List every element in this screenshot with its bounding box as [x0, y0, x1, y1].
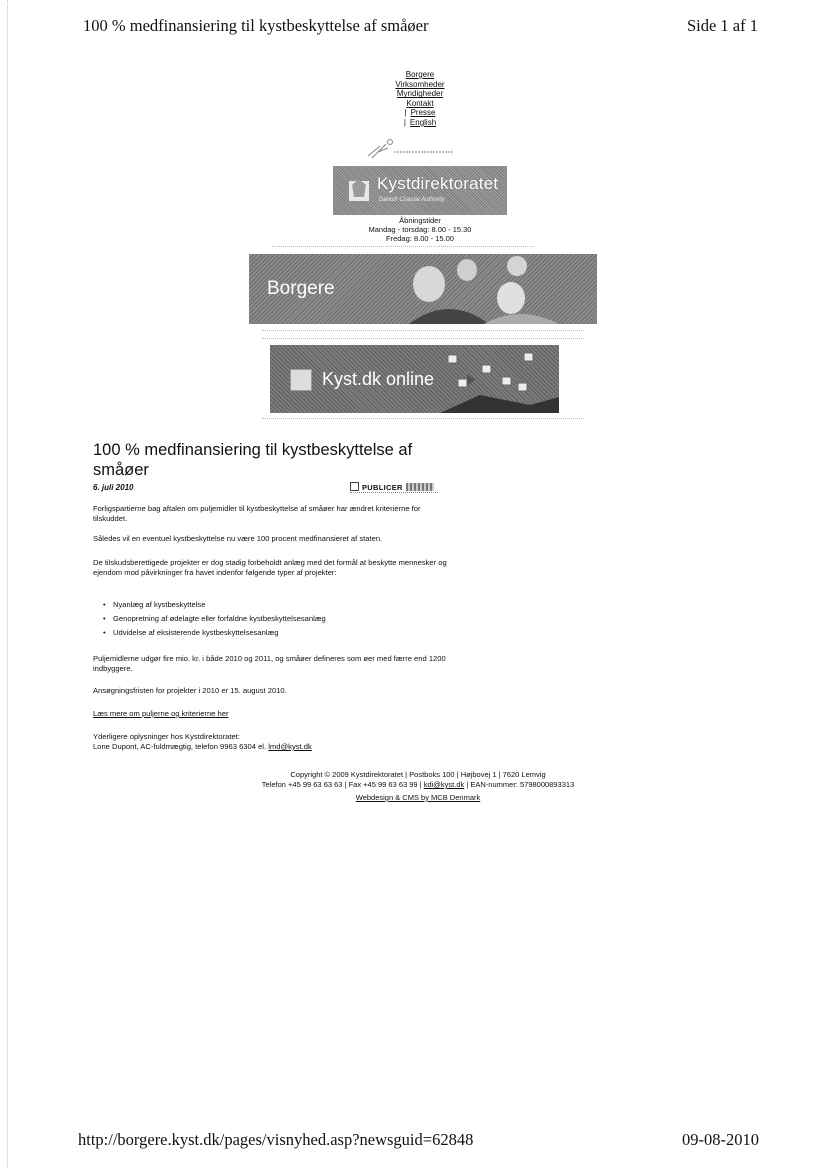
contact-paragraph: [93, 732, 312, 752]
logo-subtitle: Danish Coastal Authority: [379, 197, 445, 203]
divider: [350, 492, 438, 493]
kyst-online-banner[interactable]: [270, 345, 559, 413]
arrow-right-icon: [290, 369, 312, 391]
print-header: [0, 14, 825, 40]
paragraph: Ansøgningsfristen for projekter i 2010 er 15. august 2010.: [93, 686, 287, 695]
paragraph: Puljemidlerne udgør fire mio. kr. i både 2010 og 2011, og småøer defineres som øer med færre end 1200 indbyggere.: [93, 654, 446, 673]
site-footer: [230, 770, 606, 803]
paragraph: De tilskudsberettigede projekter er dog stadig forbeholdt anlæg med det formål at beskytte mennesker og ejendom mod påvirkninger fra havet indenfor følgende typer af projekter:: [93, 558, 447, 577]
article-title: 100 % medfinansiering til kystbeskyttelse af småøer: [93, 441, 413, 479]
contact-text: Lone Dupont, AC-fuldmægtig, telefon 9963 6304 el.: [93, 742, 267, 751]
more-info-paragraph: [93, 709, 228, 719]
nav-separator: |: [404, 108, 407, 118]
contact-email-link[interactable]: lmd@kyst.dk: [268, 742, 312, 751]
read-more-link[interactable]: Læs mere om puljerne og kriterierne her: [93, 709, 229, 718]
crown-logo-icon: [347, 175, 371, 203]
print-header-title: 100 % medfinansiering til kystbeskyttelse af småøer: [83, 16, 429, 35]
logo-name: Kystdirektoratet: [377, 174, 499, 193]
list-item: • Nyanlæg af kystbeskyttelse: [105, 600, 326, 610]
footer-phone-fax: Telefon +45 99 63 63 63 | Fax +45 99 63 63 99 |: [261, 780, 422, 789]
divider: [272, 246, 534, 247]
nav-link-virksomheder[interactable]: Virksomheder: [395, 79, 445, 89]
print-page-number: Side 1 af 1: [686, 16, 758, 35]
webdesign-link[interactable]: Webdesign & CMS by MCB Denmark: [355, 793, 481, 802]
kystdirektoratet-logo[interactable]: [333, 166, 507, 215]
nav-link-myndigheder[interactable]: Myndigheder: [396, 89, 444, 99]
print-footer-date: 09-08-2010: [682, 1130, 759, 1149]
list-item: • Udvidelse af eksisterende kystbeskyttelsesanlæg: [105, 628, 326, 638]
project-type-list: [93, 600, 326, 643]
borgere-banner-label: Borgere: [267, 278, 335, 299]
page-edge: [7, 0, 9, 1168]
nav-link-english[interactable]: English: [409, 117, 437, 127]
divider: [262, 338, 584, 339]
print-footer-url: http://borgere.kyst.dk/pages/visnyhed.asp?newsguid=62848: [78, 1130, 474, 1149]
footer-contact-line: [230, 780, 606, 790]
nav-link-kontakt[interactable]: Kontakt: [406, 98, 434, 108]
footer-ean: | EAN-nummer: 5798000893313: [466, 780, 575, 789]
top-navigation: [330, 70, 510, 128]
opening-hours-weekdays: Mandag - torsdag: 8.00 - 15.30: [368, 225, 472, 234]
paragraph: Forligspartierne bag aftalen om puljemidler til kystbeskyttelse af småøer har ændret kriterierne for tilskuddet.: [93, 504, 421, 523]
paragraph: Således vil en eventuel kystbeskyttelse nu være 100 procent medfinansieret af staten.: [93, 534, 383, 543]
borgere-banner[interactable]: [249, 254, 597, 324]
nav-separator: |: [403, 117, 406, 127]
share-label: PUBLICER: [362, 483, 403, 492]
footer-copyright: Copyright © 2009 Kystdirektoratet | Postboks 100 | Højbovej 1 | 7620 Lemvig: [290, 770, 546, 779]
opening-hours: [330, 216, 510, 243]
nav-link-borgere[interactable]: Borgere: [405, 70, 435, 79]
share-button[interactable]: [350, 482, 434, 492]
contact-intro: Yderligere oplysninger hos Kystdirektoratet:: [93, 732, 240, 741]
footer-email-link[interactable]: kdi@kyst.dk: [423, 780, 465, 789]
opening-hours-heading: Åbningstider: [399, 216, 441, 225]
family-photo-icon: [389, 254, 597, 324]
opening-hours-friday: Fredag: 8.00 - 15.00: [386, 234, 454, 243]
article-date: 6. juli 2010: [93, 483, 134, 492]
divider: [262, 418, 584, 419]
social-icons: [406, 483, 434, 491]
broken-image-icon: [366, 138, 456, 160]
divider: [262, 330, 584, 331]
share-icon: [350, 482, 359, 491]
map-markers-icon: [440, 345, 559, 413]
nav-link-presse[interactable]: Presse: [410, 108, 436, 118]
list-item: • Genopretning af ødelagte eller forfaldne kystbeskyttelsesanlæg: [105, 614, 326, 624]
kyst-online-label: Kyst.dk online: [322, 369, 435, 389]
